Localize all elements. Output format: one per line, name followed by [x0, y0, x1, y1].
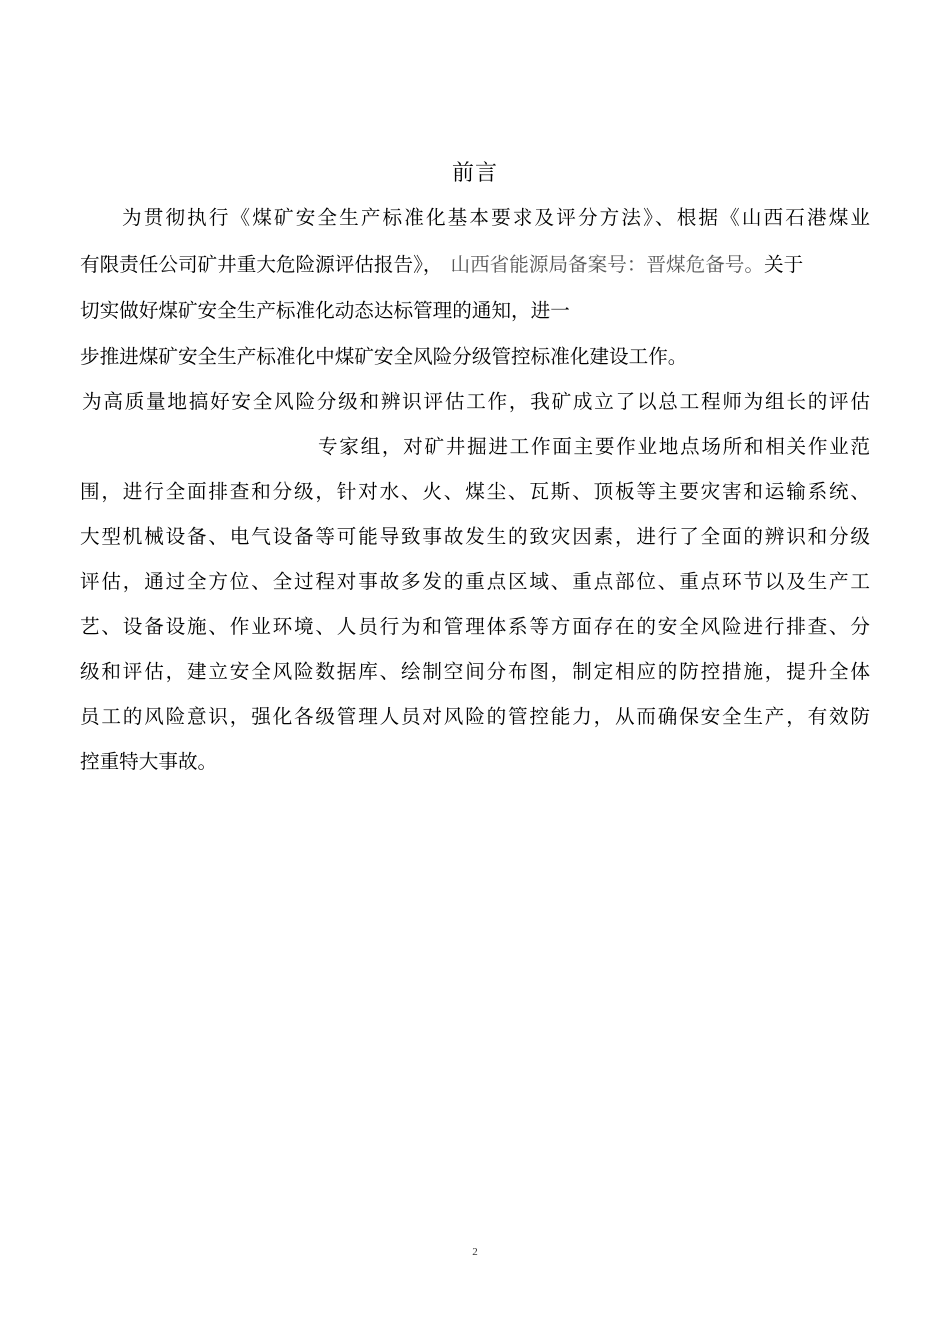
- text-line-3: 切实做好煤矿安全生产标准化动态达标管理的通知，进一: [80, 299, 570, 322]
- filing-number-text: 山西省能源局备案号：晋煤危备号。: [450, 253, 764, 276]
- text-line-7: 围，进行全面排查和分级，针对水、火、煤尘、瓦斯、顶板等主要灾害和运输系统、: [80, 480, 870, 503]
- page-title: 前言: [451, 161, 498, 186]
- text-line-10: 艺、设备设施、作业环境、人员行为和管理体系等方面存在的安全风险进行排查、分: [80, 615, 870, 638]
- text-segment: 有限责任公司矿井重大危险源评估报告》，: [80, 253, 443, 276]
- text-segment: 关于: [763, 253, 804, 276]
- text-line-2: [80, 250, 803, 280]
- text-line-1: 为贯彻执行《煤矿安全生产标准化基本要求及评分方法》、根据《山西石港煤业: [122, 206, 870, 229]
- page-number: 2: [472, 1246, 478, 1258]
- text-line-13: 控重特大事故。: [80, 750, 218, 773]
- text-line-4: 步推进煤矿安全生产标准化中煤矿安全风险分级管控标准化建设工作。: [80, 345, 688, 368]
- text-line-8: 大型机械设备、电气设备等可能导致事故发生的致灾因素，进行了全面的辨识和分级: [80, 525, 870, 548]
- text-line-11: 级和评估，建立安全风险数据库、绘制空间分布图，制定相应的防控措施，提升全体: [80, 660, 870, 683]
- text-line-6: 专家组，对矿井掘进工作面主要作业地点场所和相关作业范: [318, 435, 870, 458]
- text-line-9: 评估，通过全方位、全过程对事故多发的重点区域、重点部位、重点环节以及生产工: [80, 570, 870, 593]
- text-line-12: 员工的风险意识，强化各级管理人员对风险的管控能力，从而确保安全生产，有效防: [80, 705, 870, 728]
- text-line-5: 为高质量地搞好安全风险分级和辨识评估工作，我矿成立了以总工程师为组长的评估: [82, 390, 870, 413]
